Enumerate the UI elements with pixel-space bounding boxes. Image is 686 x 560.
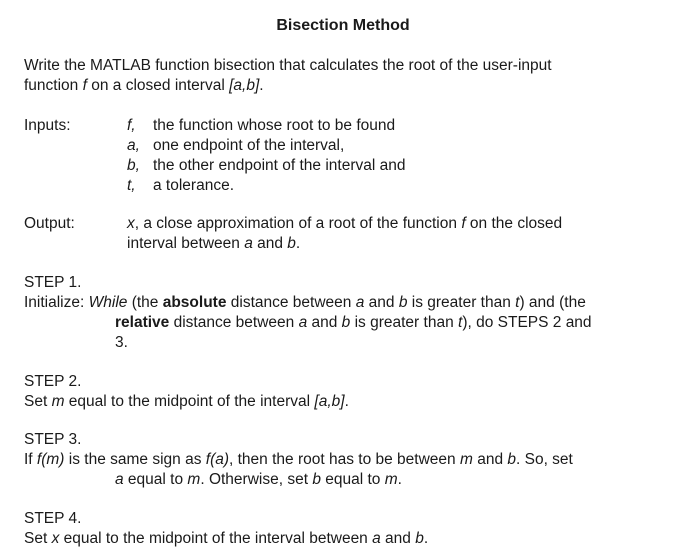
input-var-f: f, (127, 117, 136, 134)
step4-line: Set x equal to the midpoint of the interval between a and b. (24, 530, 429, 547)
input-desc-b: the other endpoint of the interval and (153, 157, 406, 174)
step3-line-2: a equal to m. Otherwise, set b equal to m. (115, 471, 402, 488)
step2-line: Set m equal to the midpoint of the interval [a,b]. (24, 393, 349, 410)
input-var-b: b, (127, 157, 140, 174)
step1-heading: STEP 1. (24, 274, 82, 291)
output-line-1: x, a close approximation of a root of the function f on the closed (127, 215, 563, 232)
step4-heading: STEP 4. (24, 510, 82, 527)
step1-line-3: 3. (115, 334, 128, 351)
page-title: Bisection Method (276, 17, 410, 34)
step1-line-1: Initialize: While (the absolute distance between a and b is greater than t) and (the (24, 294, 586, 311)
input-desc-a: one endpoint of the interval, (153, 137, 345, 154)
input-desc-t: a tolerance. (153, 177, 234, 194)
step3-line-1: If f(m) is the same sign as f(a), then the root has to be between m and b. So, set (24, 451, 573, 468)
intro-line-1: Write the MATLAB function bisection that calculates the root of the user-input (24, 57, 552, 74)
output-label: Output: (24, 215, 75, 232)
intro-line-2: function f on a closed interval [a,b]. (24, 77, 264, 94)
step1-line-2: relative distance between a and b is greater than t), do STEPS 2 and (115, 314, 592, 331)
step2-heading: STEP 2. (24, 373, 82, 390)
output-line-2: interval between a and b. (127, 235, 301, 252)
step3-heading: STEP 3. (24, 431, 82, 448)
input-desc-f: the function whose root to be found (153, 117, 396, 134)
input-var-a: a, (127, 137, 140, 154)
inputs-label: Inputs: (24, 117, 71, 134)
input-var-t: t, (127, 177, 136, 194)
